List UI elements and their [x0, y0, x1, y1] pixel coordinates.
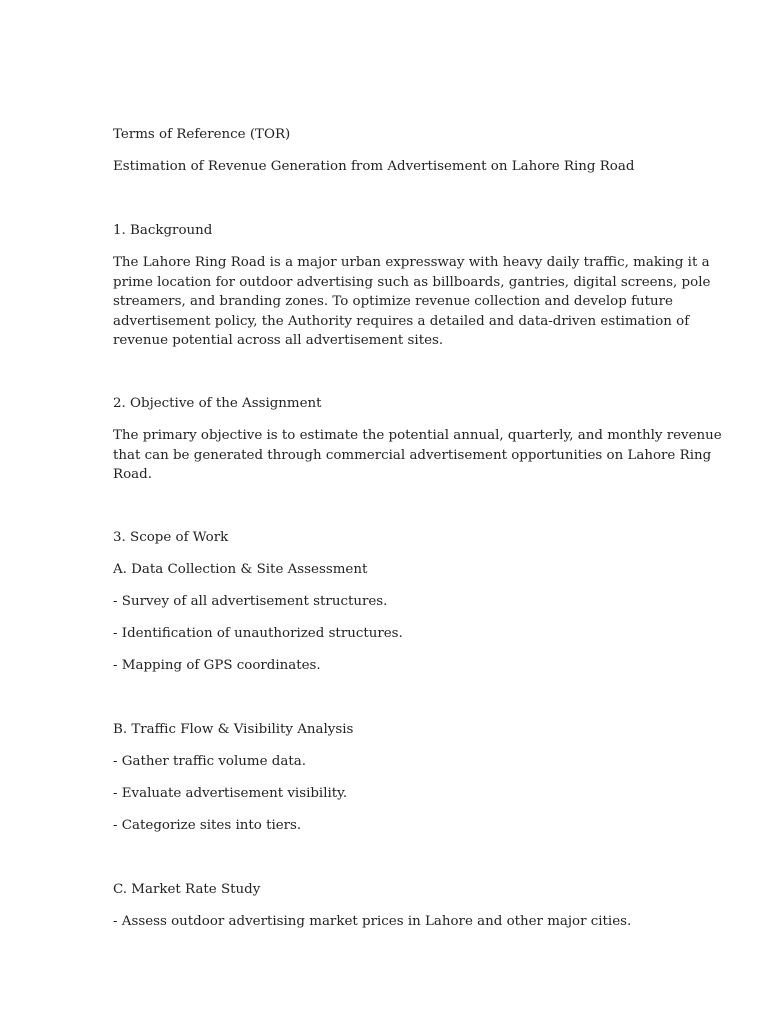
- document-title: Terms of Reference (TOR): [113, 127, 291, 142]
- list-item: - Categorize sites into tiers.: [113, 818, 302, 833]
- background-line: revenue potential across all advertisement sites.: [113, 333, 444, 348]
- objective-paragraph: [113, 426, 722, 485]
- objective-line: Road.: [113, 467, 152, 482]
- list-item: - Gather traffic volume data.: [113, 754, 306, 769]
- objective-heading: 2. Objective of the Assignment: [113, 396, 322, 411]
- background-paragraph: [113, 253, 711, 351]
- list-item: - Mapping of GPS coordinates.: [113, 658, 321, 673]
- traffic-heading: B. Traffic Flow & Visibility Analysis: [113, 722, 354, 737]
- background-heading: 1. Background: [113, 223, 213, 238]
- market-heading: C. Market Rate Study: [113, 882, 261, 897]
- background-line: advertisement policy, the Authority requires a detailed and data-driven estimation of: [113, 313, 690, 329]
- background-line: prime location for outdoor advertising such as billboards, gantries, digital screens, pole: [113, 274, 711, 290]
- background-line: The Lahore Ring Road is a major urban expressway with heavy daily traffic, making it a: [113, 255, 710, 270]
- scope-heading: 3. Scope of Work: [113, 530, 229, 545]
- objective-line: that can be generated through commercial advertisement opportunities on Lahore Ring: [113, 447, 712, 463]
- document-subtitle: Estimation of Revenue Generation from Advertisement on Lahore Ring Road: [113, 159, 635, 174]
- list-item: - Evaluate advertisement visibility.: [113, 786, 348, 801]
- data-collection-heading: A. Data Collection & Site Assessment: [113, 562, 368, 577]
- list-item: - Identification of unauthorized structures.: [113, 626, 403, 641]
- objective-line: The primary objective is to estimate the potential annual, quarterly, and monthly revenue: [113, 428, 722, 443]
- list-item: - Survey of all advertisement structures.: [113, 594, 388, 609]
- list-item: - Assess outdoor advertising market prices in Lahore and other major cities.: [113, 914, 632, 929]
- background-line: streamers, and branding zones. To optimize revenue collection and develop future: [113, 294, 673, 309]
